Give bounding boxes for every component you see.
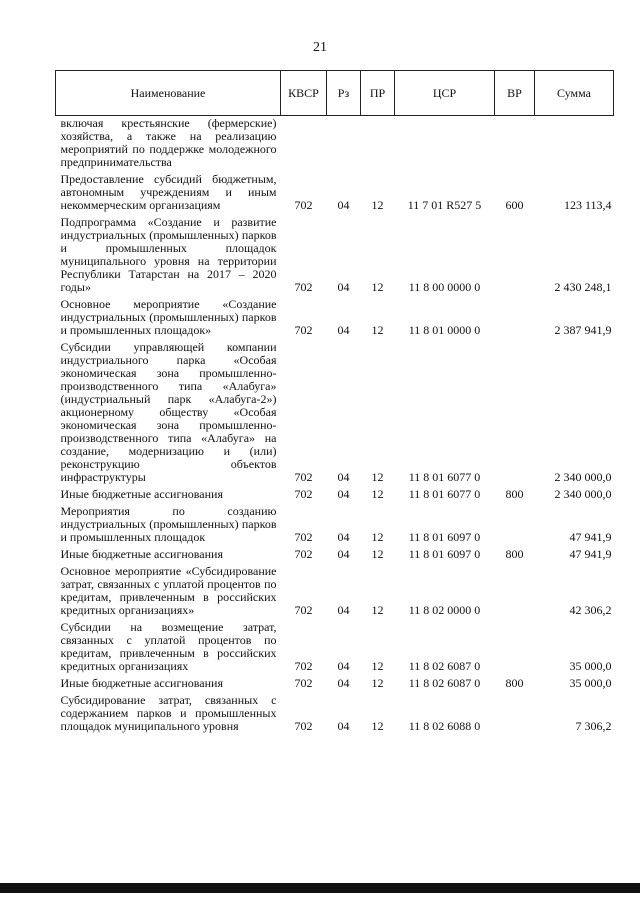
row-sum: 123 113,4 — [563, 198, 612, 212]
row-csr: 11 8 02 0000 0 — [408, 603, 481, 617]
table-row — [56, 676, 614, 693]
row-csr: 11 8 01 6077 0 — [408, 487, 481, 501]
row-csr — [395, 116, 495, 173]
row-csr: 11 8 01 6097 0 — [408, 530, 481, 544]
row-kvsr: 702 — [294, 198, 313, 212]
row-name: Предоставление субсидий бюджетным, автономным учреждениям и иным некоммерческим организациям — [60, 172, 277, 212]
row-pr: 12 — [371, 487, 384, 501]
row-csr: 11 8 00 0000 0 — [408, 280, 481, 294]
header-vr: ВР — [495, 71, 535, 116]
row-vr — [495, 564, 535, 620]
row-pr: 12 — [371, 323, 384, 337]
row-rz: 04 — [337, 547, 350, 561]
row-kvsr: 702 — [294, 280, 313, 294]
row-pr: 12 — [371, 280, 384, 294]
row-sum: 47 941,9 — [569, 530, 612, 544]
header-name: Наименование — [56, 71, 281, 116]
row-kvsr: 702 — [294, 547, 313, 561]
row-name: Субсидии управляющей компании индустриального парка «Особая экономическая зона промышленно-производственного типа «Алабуга» (индустриальный парк «Алабуга-2») акционерному обществу «Особая экономическая зона промышленно-производственного типа «Алабуга» на создание, модернизацию и (или) реконструкцию объектов инфраструктуры — [60, 340, 277, 484]
table-row — [56, 487, 614, 504]
scan-bottom-edge — [0, 883, 640, 893]
table-row — [56, 504, 614, 547]
row-csr: 11 7 01 R527 5 — [407, 198, 482, 212]
table-row — [56, 693, 614, 736]
row-kvsr — [281, 116, 327, 173]
row-sum: 2 387 941,9 — [554, 323, 612, 337]
row-vr: 800 — [505, 487, 524, 501]
row-kvsr: 702 — [294, 487, 313, 501]
row-sum: 42 306,2 — [569, 603, 612, 617]
row-sum: 47 941,9 — [569, 547, 612, 561]
row-name: Иные бюджетные ассигнования — [60, 676, 223, 690]
row-csr: 11 8 01 6097 0 — [408, 547, 481, 561]
row-rz: 04 — [337, 603, 350, 617]
row-pr: 12 — [371, 659, 384, 673]
row-vr — [495, 116, 535, 173]
row-name: включая крестьянские (фермерские) хозяйства, а также на реализацию мероприятий по поддержке молодежного предпринимательства — [60, 116, 277, 169]
row-vr — [495, 693, 535, 736]
row-sum: 7 306,2 — [575, 719, 612, 733]
row-vr — [495, 340, 535, 487]
row-kvsr: 702 — [294, 530, 313, 544]
row-vr: 600 — [505, 198, 524, 212]
row-pr: 12 — [371, 603, 384, 617]
row-name: Мероприятия по созданию индустриальных (промышленных) парков и промышленных площадок — [60, 504, 277, 544]
row-name: Основное мероприятие «Субсидирование затрат, связанных с уплатой процентов по кредитам, привлеченным в российских кредитных организациях» — [60, 564, 277, 617]
row-rz: 04 — [337, 470, 350, 484]
row-sum: 2 340 000,0 — [554, 470, 612, 484]
row-csr: 11 8 02 6087 0 — [408, 676, 481, 690]
header-rz: Рз — [327, 71, 361, 116]
row-pr: 12 — [371, 547, 384, 561]
row-csr: 11 8 02 6088 0 — [408, 719, 481, 733]
row-pr: 12 — [371, 470, 384, 484]
row-rz: 04 — [337, 280, 350, 294]
row-rz: 04 — [337, 323, 350, 337]
table-row — [56, 172, 614, 215]
row-name: Иные бюджетные ассигнования — [60, 547, 223, 561]
row-name: Субсидирование затрат, связанных с содержанием парков и промышленных площадок муниципального уровня — [60, 693, 277, 733]
header-pr: ПР — [361, 71, 395, 116]
row-vr — [495, 504, 535, 547]
header-kvsr: КВСР — [281, 71, 327, 116]
row-rz: 04 — [337, 487, 350, 501]
table-row — [56, 620, 614, 676]
row-name: Основное мероприятие «Создание индустриальных (промышленных) парков и промышленных площадок» — [60, 297, 277, 337]
page-number: 21 — [313, 40, 327, 55]
row-rz: 04 — [337, 659, 350, 673]
row-pr — [361, 116, 395, 173]
row-vr — [495, 620, 535, 676]
row-rz: 04 — [337, 719, 350, 733]
table-row — [56, 547, 614, 564]
row-rz: 04 — [337, 198, 350, 212]
row-vr: 800 — [505, 676, 524, 690]
header-sum: Сумма — [535, 71, 614, 116]
row-vr — [495, 297, 535, 340]
row-rz: 04 — [337, 676, 350, 690]
row-rz — [327, 116, 361, 173]
row-rz: 04 — [337, 530, 350, 544]
row-sum: 35 000,0 — [569, 676, 612, 690]
row-csr: 11 8 01 0000 0 — [408, 323, 481, 337]
table-row — [56, 340, 614, 487]
row-csr: 11 8 02 6087 0 — [408, 659, 481, 673]
row-sum: 2 430 248,1 — [554, 280, 612, 294]
row-kvsr: 702 — [294, 659, 313, 673]
row-name: Иные бюджетные ассигнования — [60, 487, 223, 501]
header-csr: ЦСР — [395, 71, 495, 116]
row-kvsr: 702 — [294, 603, 313, 617]
row-sum: 35 000,0 — [569, 659, 612, 673]
table-header-row — [56, 71, 614, 116]
row-kvsr: 702 — [294, 470, 313, 484]
row-vr: 800 — [505, 547, 524, 561]
row-csr: 11 8 01 6077 0 — [408, 470, 481, 484]
row-pr: 12 — [371, 676, 384, 690]
row-pr: 12 — [371, 530, 384, 544]
table-row — [56, 116, 614, 173]
row-vr — [495, 215, 535, 297]
row-sum: 2 340 000,0 — [554, 487, 612, 501]
table-row — [56, 297, 614, 340]
budget-table-grid — [55, 70, 614, 736]
row-sum — [535, 116, 614, 173]
row-kvsr: 702 — [294, 719, 313, 733]
row-pr: 12 — [371, 719, 384, 733]
row-name: Субсидии на возмещение затрат, связанных с уплатой процентов по кредитам, привлеченным в российских кредитных организациях — [60, 620, 277, 673]
table-row — [56, 215, 614, 297]
table-row — [56, 564, 614, 620]
budget-table — [55, 70, 613, 736]
row-kvsr: 702 — [294, 323, 313, 337]
row-name: Подпрограмма «Создание и развитие индустриальных (промышленных) парков и промышленных площадок муниципального уровня на территории Республики Татарстан на 2017 – 2020 годы» — [60, 215, 277, 294]
row-kvsr: 702 — [294, 676, 313, 690]
row-pr: 12 — [371, 198, 384, 212]
